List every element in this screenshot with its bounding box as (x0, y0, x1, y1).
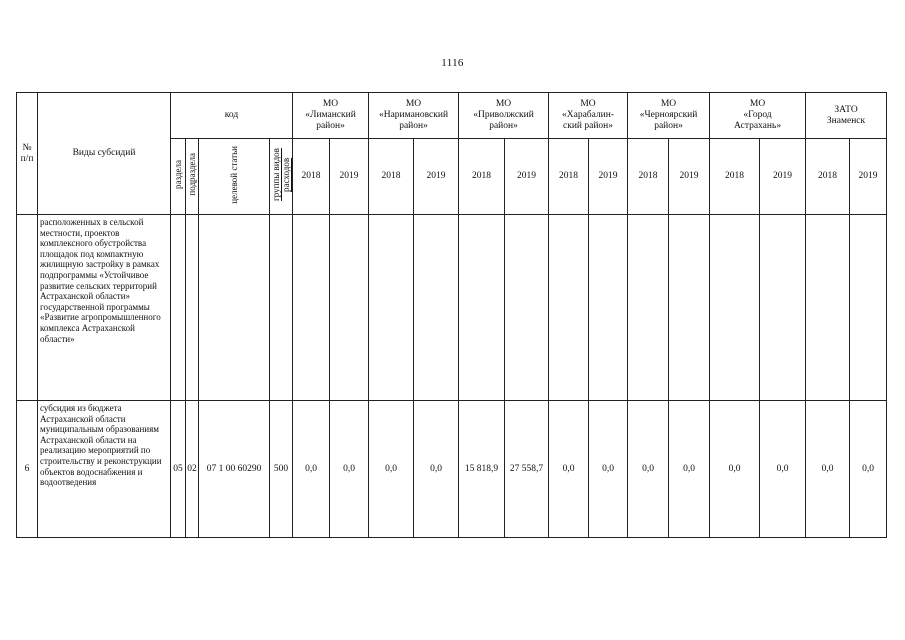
value-cell (710, 215, 760, 401)
row-razdel: 05 (171, 401, 186, 538)
year-header: 2018 (369, 139, 414, 215)
row-razdel (171, 215, 186, 401)
value-cell (459, 215, 505, 401)
row-celevaya (199, 215, 270, 401)
table-row (17, 215, 887, 401)
region-header-kharabalinsky (549, 93, 628, 139)
region-name: МО «Черноярский район» (639, 99, 698, 131)
value-cell (850, 215, 887, 401)
year-header: 2019 (414, 139, 459, 215)
region-name: МО «Наримановский район» (378, 99, 449, 131)
year-header: 2019 (669, 139, 710, 215)
value-cell: 0,0 (850, 401, 887, 538)
code-header-label: код (224, 110, 239, 120)
year-header: 2018 (549, 139, 589, 215)
value-cell: 0,0 (330, 401, 369, 538)
year-header: 2019 (330, 139, 369, 215)
row-gruppa (270, 215, 293, 401)
value-cell (293, 215, 330, 401)
row-num: 6 (17, 401, 38, 538)
value-cell: 0,0 (806, 401, 850, 538)
code-podrazdel-label: подраздела (187, 153, 197, 196)
code-celevaya-header (199, 139, 270, 215)
value-cell (589, 215, 628, 401)
code-header (171, 93, 293, 139)
year-header: 2019 (505, 139, 549, 215)
value-cell: 0,0 (628, 401, 669, 538)
value-cell: 27 558,7 (505, 401, 549, 538)
region-header-znamensk (806, 93, 887, 139)
value-cell (369, 215, 414, 401)
year-header: 2018 (628, 139, 669, 215)
num-header (17, 93, 38, 215)
num-header-label: № п/п (20, 142, 34, 164)
row-podrazdel: 02 (186, 401, 199, 538)
region-name: МО «Приволжский район» (473, 99, 534, 131)
region-name: МО «Харабалин- ский район» (562, 99, 615, 131)
table-row (17, 401, 887, 538)
code-razdel-header (171, 139, 186, 215)
region-name: МО «Город Астрахань» (733, 99, 782, 131)
value-cell: 0,0 (669, 401, 710, 538)
row-description: субсидия из бюджета Астраханской области муниципальным образованиям Астраханской области на реализацию мероприятий по строительству и реконструкции объектов водоснабжения и водоотведения (38, 401, 171, 538)
type-header (38, 93, 171, 215)
code-gruppa-label: группы видов расходов (271, 148, 291, 201)
type-header-label: Виды субсидий (72, 148, 136, 158)
region-header-narimanovsky (369, 93, 459, 139)
code-podrazdel-header (186, 139, 199, 215)
row-podrazdel (186, 215, 199, 401)
value-cell (549, 215, 589, 401)
header-row-top (17, 93, 887, 139)
region-header-chernoyarsky (628, 93, 710, 139)
value-cell (806, 215, 850, 401)
row-gruppa: 500 (270, 401, 293, 538)
code-razdel-label: раздела (173, 160, 183, 189)
value-cell (760, 215, 806, 401)
code-gruppa-header (270, 139, 293, 215)
region-name: МО «Лиманский район» (305, 99, 356, 131)
value-cell: 0,0 (414, 401, 459, 538)
value-cell (505, 215, 549, 401)
value-cell (330, 215, 369, 401)
year-header: 2018 (806, 139, 850, 215)
row-celevaya: 07 1 00 60290 (199, 401, 270, 538)
value-cell: 0,0 (549, 401, 589, 538)
value-cell: 0,0 (369, 401, 414, 538)
region-header-astrakhan (710, 93, 806, 139)
region-header-privolzhsky (459, 93, 549, 139)
value-cell: 0,0 (760, 401, 806, 538)
year-header: 2019 (760, 139, 806, 215)
value-cell: 15 818,9 (459, 401, 505, 538)
value-cell: 0,0 (589, 401, 628, 538)
value-cell (628, 215, 669, 401)
row-description: расположенных в сельской местности, проектов комплексного обустройства площадок под компактную жилищную застройку в рамках подпрограммы «Устойчивое развитие сельских территорий Астраханской области» государственной программы «Развитие агропромышленного комплекса Астраханской области» (38, 215, 171, 401)
region-name: ЗАТО Знаменск (826, 104, 866, 126)
page-number: 1116 (441, 57, 464, 69)
region-header-limansky (293, 93, 369, 139)
subsidy-table (16, 92, 887, 538)
row-num (17, 215, 38, 401)
year-header: 2018 (293, 139, 330, 215)
code-celevaya-label: целевой статьи (229, 145, 239, 204)
year-header: 2019 (589, 139, 628, 215)
value-cell: 0,0 (293, 401, 330, 538)
value-cell: 0,0 (710, 401, 760, 538)
value-cell (669, 215, 710, 401)
year-header: 2019 (850, 139, 887, 215)
year-header: 2018 (710, 139, 760, 215)
value-cell (414, 215, 459, 401)
year-header: 2018 (459, 139, 505, 215)
